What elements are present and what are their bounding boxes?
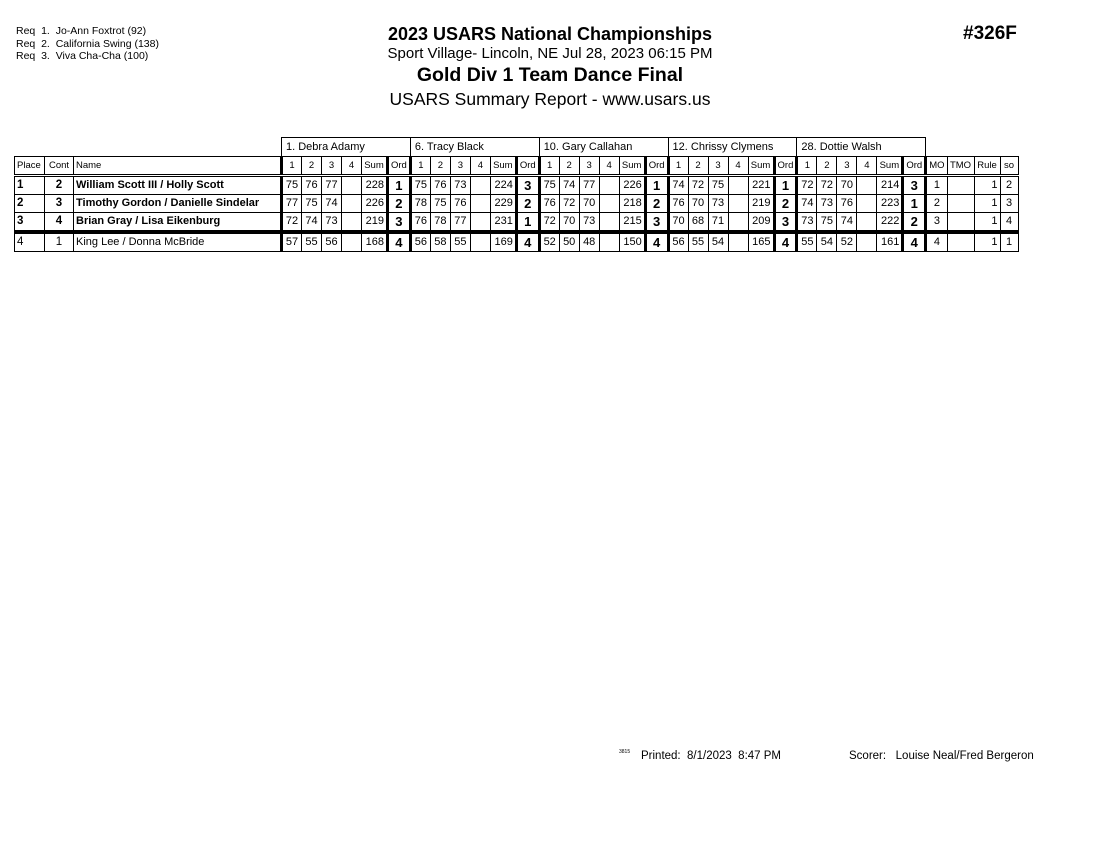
table-row bbox=[15, 232, 1019, 252]
tmo-cell bbox=[947, 176, 974, 195]
report-name: USARS Summary Report - www.usars.us bbox=[389, 89, 711, 109]
score-3-cell: 77 bbox=[450, 213, 470, 233]
score-4-cell bbox=[342, 176, 362, 195]
score-3-cell: 52 bbox=[837, 232, 857, 252]
col-j2-s1: 1 bbox=[410, 157, 430, 176]
score-2-cell: 54 bbox=[817, 232, 837, 252]
col-j1-s3: 3 bbox=[322, 157, 342, 176]
ordinal-cell: 3 bbox=[774, 213, 797, 233]
col-j5-s4: 4 bbox=[857, 157, 877, 176]
col-j2-s2: 2 bbox=[430, 157, 450, 176]
col-j4-s1: 1 bbox=[668, 157, 688, 176]
ordinal-cell: 3 bbox=[903, 176, 926, 195]
event-number: #326F bbox=[963, 23, 1017, 44]
sum-cell: 219 bbox=[748, 195, 774, 213]
ordinal-cell: 4 bbox=[903, 232, 926, 252]
col-j4-s4: 4 bbox=[728, 157, 748, 176]
judge-3-header: 10. Gary Callahan bbox=[539, 138, 668, 157]
score-2-cell: 75 bbox=[430, 195, 450, 213]
sum-cell: 150 bbox=[619, 232, 645, 252]
score-2-cell: 55 bbox=[688, 232, 708, 252]
sum-cell: 214 bbox=[877, 176, 903, 195]
scorer-names: Scorer: Louise Neal/Fred Bergeron bbox=[849, 750, 1034, 762]
col-j2-s4: 4 bbox=[470, 157, 490, 176]
score-2-cell: 70 bbox=[688, 195, 708, 213]
score-4-cell bbox=[728, 213, 748, 233]
sum-cell: 228 bbox=[362, 176, 388, 195]
contestant-number-cell: 2 bbox=[45, 176, 74, 195]
ordinal-cell: 1 bbox=[516, 213, 539, 233]
score-4-cell bbox=[857, 195, 877, 213]
venue-date: Sport Village- Lincoln, NE Jul 28, 2023 06:15 PM bbox=[387, 45, 713, 62]
score-3-cell: 75 bbox=[708, 176, 728, 195]
sum-cell: 226 bbox=[619, 176, 645, 195]
judge-1-header: 1. Debra Adamy bbox=[282, 138, 411, 157]
ordinal-cell: 1 bbox=[903, 195, 926, 213]
score-3-cell: 77 bbox=[579, 176, 599, 195]
tmo-cell bbox=[947, 213, 974, 233]
ordinal-cell: 4 bbox=[516, 232, 539, 252]
score-3-cell: 73 bbox=[708, 195, 728, 213]
rule-cell: 1 bbox=[974, 176, 1000, 195]
report-header bbox=[300, 24, 800, 111]
so-cell: 2 bbox=[1000, 176, 1018, 195]
skater-names-cell: William Scott III / Holly Scott bbox=[74, 176, 282, 195]
col-j1-s1: 1 bbox=[282, 157, 302, 176]
score-1-cell: 78 bbox=[410, 195, 430, 213]
col-j1-ord: Ord bbox=[388, 157, 411, 176]
score-3-cell: 56 bbox=[322, 232, 342, 252]
majority-ordinal-cell: 4 bbox=[926, 232, 947, 252]
score-1-cell: 72 bbox=[539, 213, 559, 233]
score-1-cell: 70 bbox=[668, 213, 688, 233]
score-1-cell: 77 bbox=[282, 195, 302, 213]
sum-cell: 209 bbox=[748, 213, 774, 233]
col-j3-s4: 4 bbox=[599, 157, 619, 176]
col-j3-s3: 3 bbox=[579, 157, 599, 176]
score-3-cell: 73 bbox=[579, 213, 599, 233]
tmo-cell bbox=[947, 195, 974, 213]
score-3-cell: 70 bbox=[837, 176, 857, 195]
col-j5-sum: Sum bbox=[877, 157, 903, 176]
skater-names-cell: King Lee / Donna McBride bbox=[74, 232, 282, 252]
score-2-cell: 70 bbox=[559, 213, 579, 233]
table-row bbox=[15, 195, 1019, 213]
score-4-cell bbox=[470, 232, 490, 252]
col-j3-s1: 1 bbox=[539, 157, 559, 176]
rule-cell: 1 bbox=[974, 213, 1000, 233]
score-4-cell bbox=[599, 232, 619, 252]
score-2-cell: 68 bbox=[688, 213, 708, 233]
score-3-cell: 76 bbox=[837, 195, 857, 213]
ordinal-cell: 4 bbox=[388, 232, 411, 252]
score-1-cell: 74 bbox=[797, 195, 817, 213]
sum-cell: 218 bbox=[619, 195, 645, 213]
score-1-cell: 76 bbox=[668, 195, 688, 213]
ordinal-cell: 2 bbox=[774, 195, 797, 213]
sum-cell: 221 bbox=[748, 176, 774, 195]
score-4-cell bbox=[857, 232, 877, 252]
col-j1-sum: Sum bbox=[362, 157, 388, 176]
score-3-cell: 70 bbox=[579, 195, 599, 213]
rule-cell: 1 bbox=[974, 232, 1000, 252]
table-row bbox=[15, 176, 1019, 195]
score-1-cell: 72 bbox=[282, 213, 302, 233]
place-cell: 3 bbox=[15, 213, 45, 233]
score-4-cell bbox=[728, 195, 748, 213]
score-4-cell bbox=[857, 176, 877, 195]
col-j2-sum: Sum bbox=[490, 157, 516, 176]
sum-cell: 215 bbox=[619, 213, 645, 233]
score-2-cell: 74 bbox=[302, 213, 322, 233]
ordinal-cell: 2 bbox=[388, 195, 411, 213]
skater-names-cell: Brian Gray / Lisa Eikenburg bbox=[74, 213, 282, 233]
majority-ordinal-cell: 1 bbox=[926, 176, 947, 195]
score-2-cell: 76 bbox=[430, 176, 450, 195]
col-j4-s2: 2 bbox=[688, 157, 708, 176]
col-so: so bbox=[1000, 157, 1018, 176]
ordinal-cell: 2 bbox=[645, 195, 668, 213]
score-1-cell: 75 bbox=[539, 176, 559, 195]
score-4-cell bbox=[342, 213, 362, 233]
place-cell: 2 bbox=[15, 195, 45, 213]
score-1-cell: 56 bbox=[410, 232, 430, 252]
score-3-cell: 55 bbox=[450, 232, 470, 252]
judge-header-row bbox=[15, 138, 1019, 157]
ordinal-cell: 1 bbox=[774, 176, 797, 195]
score-1-cell: 57 bbox=[282, 232, 302, 252]
score-4-cell bbox=[599, 195, 619, 213]
col-j5-s3: 3 bbox=[837, 157, 857, 176]
score-1-cell: 52 bbox=[539, 232, 559, 252]
event-name: Gold Div 1 Team Dance Final bbox=[416, 64, 684, 86]
results-table bbox=[14, 137, 1019, 252]
col-place: Place bbox=[15, 157, 45, 176]
ordinal-cell: 4 bbox=[645, 232, 668, 252]
table-row bbox=[15, 213, 1019, 233]
score-1-cell: 76 bbox=[410, 213, 430, 233]
printed-timestamp: Printed: 8/1/2023 8:47 PM bbox=[641, 750, 782, 762]
ordinal-cell: 2 bbox=[903, 213, 926, 233]
score-2-cell: 72 bbox=[559, 195, 579, 213]
results-body bbox=[15, 176, 1019, 252]
score-2-cell: 78 bbox=[430, 213, 450, 233]
col-j5-ord: Ord bbox=[903, 157, 926, 176]
column-header-row bbox=[15, 157, 1019, 176]
sum-cell: 224 bbox=[490, 176, 516, 195]
so-cell: 3 bbox=[1000, 195, 1018, 213]
col-j3-s2: 2 bbox=[559, 157, 579, 176]
majority-ordinal-cell: 2 bbox=[926, 195, 947, 213]
score-2-cell: 75 bbox=[817, 213, 837, 233]
req-dance-1: Req 1. Jo-Ann Foxtrot (92) bbox=[16, 25, 147, 37]
col-j1-s2: 2 bbox=[302, 157, 322, 176]
score-4-cell bbox=[857, 213, 877, 233]
score-3-cell: 71 bbox=[708, 213, 728, 233]
place-cell: 4 bbox=[15, 232, 45, 252]
col-j1-s4: 4 bbox=[342, 157, 362, 176]
contestant-number-cell: 1 bbox=[45, 232, 74, 252]
req-dance-2: Req 2. California Swing (138) bbox=[16, 37, 159, 50]
score-1-cell: 73 bbox=[797, 213, 817, 233]
score-3-cell: 77 bbox=[322, 176, 342, 195]
sum-cell: 219 bbox=[362, 213, 388, 233]
col-cont: Cont bbox=[45, 157, 74, 176]
col-j5-s1: 1 bbox=[797, 157, 817, 176]
contestant-number-cell: 4 bbox=[45, 213, 74, 233]
ordinal-cell: 2 bbox=[516, 195, 539, 213]
sum-cell: 168 bbox=[362, 232, 388, 252]
ordinal-cell: 1 bbox=[388, 176, 411, 195]
place-cell: 1 bbox=[15, 176, 45, 195]
sum-cell: 161 bbox=[877, 232, 903, 252]
score-1-cell: 55 bbox=[797, 232, 817, 252]
ordinal-cell: 4 bbox=[774, 232, 797, 252]
score-4-cell bbox=[470, 176, 490, 195]
score-3-cell: 76 bbox=[450, 195, 470, 213]
competition-title: 2023 USARS National Championships bbox=[387, 24, 713, 44]
score-2-cell: 76 bbox=[302, 176, 322, 195]
ordinal-cell: 1 bbox=[645, 176, 668, 195]
col-tmo: TMO bbox=[947, 157, 974, 176]
col-name: Name bbox=[74, 157, 282, 176]
so-cell: 4 bbox=[1000, 213, 1018, 233]
tmo-cell bbox=[947, 232, 974, 252]
col-mo: MO bbox=[926, 157, 947, 176]
judge-4-header: 12. Chrissy Clymens bbox=[668, 138, 797, 157]
col-rule: Rule bbox=[974, 157, 1000, 176]
score-2-cell: 74 bbox=[559, 176, 579, 195]
score-1-cell: 76 bbox=[539, 195, 559, 213]
requested-dances bbox=[16, 25, 159, 63]
score-4-cell bbox=[728, 232, 748, 252]
score-2-cell: 75 bbox=[302, 195, 322, 213]
score-2-cell: 58 bbox=[430, 232, 450, 252]
sum-cell: 226 bbox=[362, 195, 388, 213]
sum-cell: 223 bbox=[877, 195, 903, 213]
score-2-cell: 72 bbox=[817, 176, 837, 195]
score-3-cell: 73 bbox=[322, 213, 342, 233]
score-4-cell bbox=[342, 195, 362, 213]
sum-cell: 229 bbox=[490, 195, 516, 213]
score-2-cell: 72 bbox=[688, 176, 708, 195]
col-j2-ord: Ord bbox=[516, 157, 539, 176]
col-j2-s3: 3 bbox=[450, 157, 470, 176]
rule-cell: 1 bbox=[974, 195, 1000, 213]
score-3-cell: 74 bbox=[837, 213, 857, 233]
score-4-cell bbox=[599, 213, 619, 233]
score-4-cell bbox=[342, 232, 362, 252]
col-j4-sum: Sum bbox=[748, 157, 774, 176]
score-1-cell: 74 bbox=[668, 176, 688, 195]
score-2-cell: 73 bbox=[817, 195, 837, 213]
ordinal-cell: 3 bbox=[645, 213, 668, 233]
col-j4-ord: Ord bbox=[774, 157, 797, 176]
judge-5-header: 28. Dottie Walsh bbox=[797, 138, 926, 157]
score-4-cell bbox=[470, 195, 490, 213]
req-dance-3: Req 3. Viva Cha-Cha (100) bbox=[16, 50, 149, 62]
sum-cell: 169 bbox=[490, 232, 516, 252]
score-1-cell: 72 bbox=[797, 176, 817, 195]
score-1-cell: 75 bbox=[282, 176, 302, 195]
score-3-cell: 73 bbox=[450, 176, 470, 195]
ordinal-cell: 3 bbox=[388, 213, 411, 233]
score-2-cell: 55 bbox=[302, 232, 322, 252]
contestant-number-cell: 3 bbox=[45, 195, 74, 213]
majority-ordinal-cell: 3 bbox=[926, 213, 947, 233]
score-2-cell: 50 bbox=[559, 232, 579, 252]
score-1-cell: 56 bbox=[668, 232, 688, 252]
skater-names-cell: Timothy Gordon / Danielle Sindelar bbox=[74, 195, 282, 213]
sum-cell: 231 bbox=[490, 213, 516, 233]
score-4-cell bbox=[470, 213, 490, 233]
col-j3-ord: Ord bbox=[645, 157, 668, 176]
so-cell: 1 bbox=[1000, 232, 1018, 252]
sum-cell: 222 bbox=[877, 213, 903, 233]
score-4-cell bbox=[728, 176, 748, 195]
score-3-cell: 48 bbox=[579, 232, 599, 252]
col-j4-s3: 3 bbox=[708, 157, 728, 176]
score-3-cell: 54 bbox=[708, 232, 728, 252]
col-j5-s2: 2 bbox=[817, 157, 837, 176]
version-label: 3815 bbox=[619, 749, 631, 755]
score-1-cell: 75 bbox=[410, 176, 430, 195]
ordinal-cell: 3 bbox=[516, 176, 539, 195]
judge-2-header: 6. Tracy Black bbox=[410, 138, 539, 157]
score-3-cell: 74 bbox=[322, 195, 342, 213]
sum-cell: 165 bbox=[748, 232, 774, 252]
col-j3-sum: Sum bbox=[619, 157, 645, 176]
score-4-cell bbox=[599, 176, 619, 195]
